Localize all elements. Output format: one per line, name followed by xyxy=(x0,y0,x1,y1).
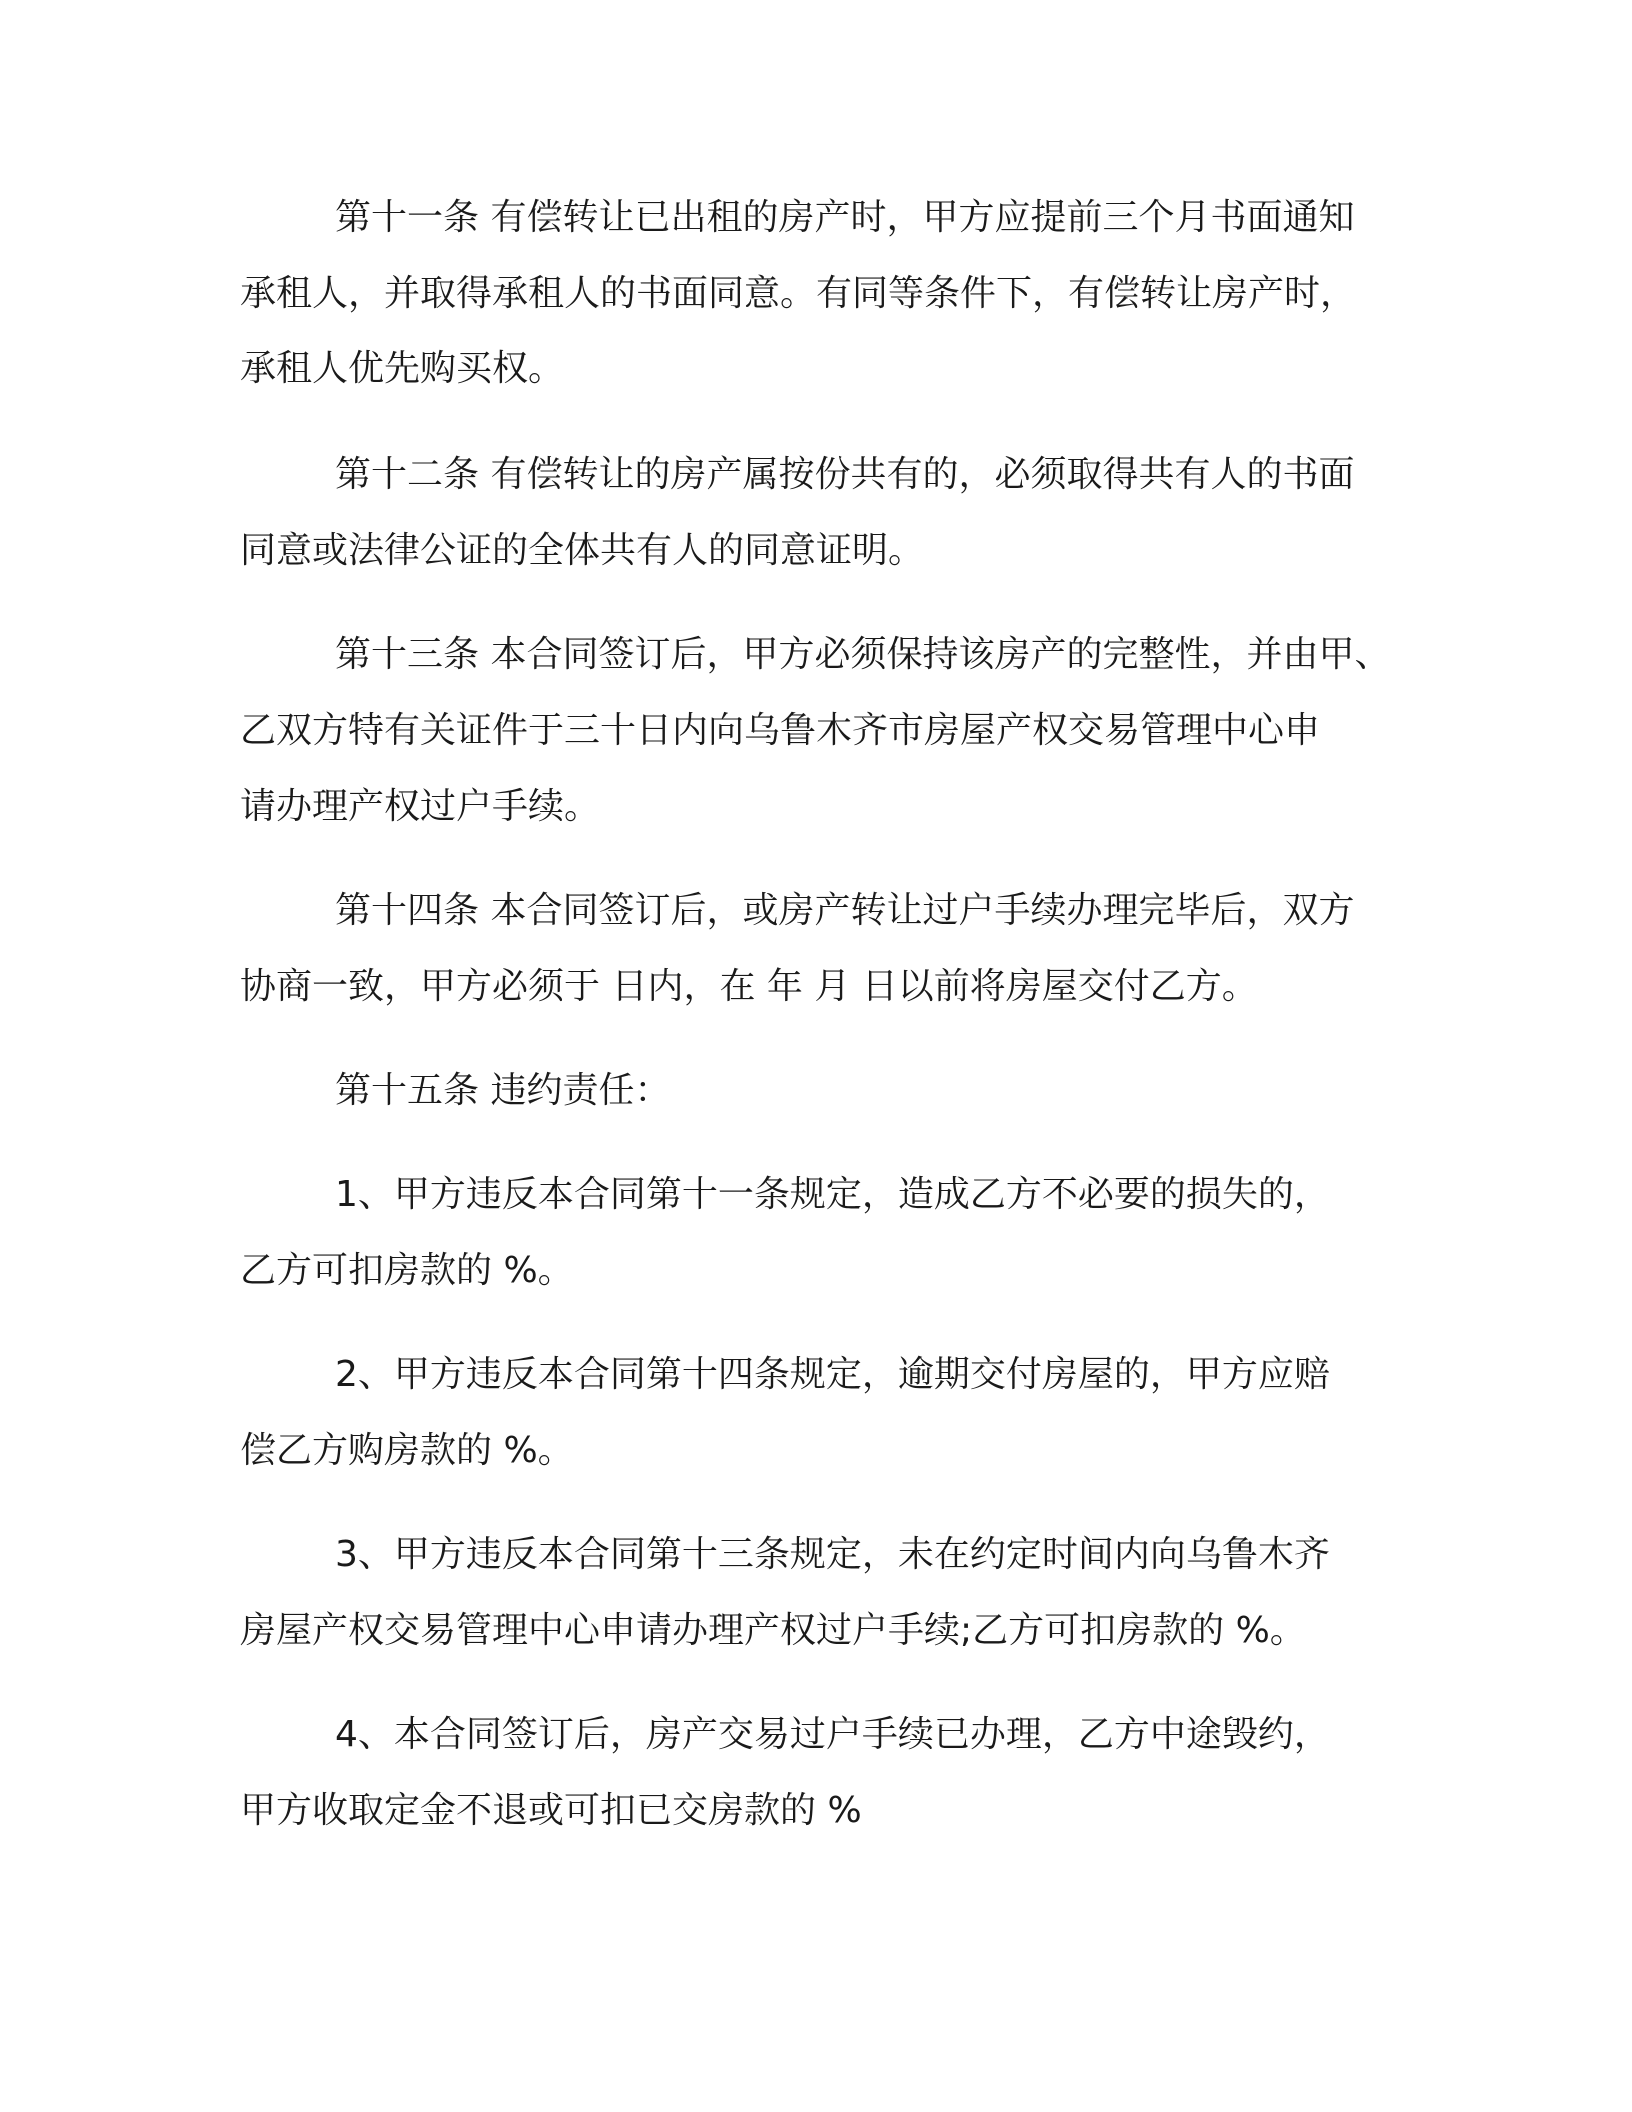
item-3-line-1: 3、甲方违反本合同第十三条规定，未在约定时间内向乌鲁木齐 xyxy=(335,1534,1330,1575)
article-13-line-3: 请办理产权过户手续。 xyxy=(240,786,601,827)
article-13-line-1: 第十三条 本合同签订后，甲方必须保持该房产的完整性，并由甲、 xyxy=(335,634,1391,675)
article-12-line-1: 第十二条 有偿转让的房产属按份共有的，必须取得共有人的书面 xyxy=(335,454,1355,495)
item-4-line-1: 4、本合同签订后，房产交易过户手续已办理，乙方中途毁约， xyxy=(335,1714,1330,1755)
item-2-line-2: 偿乙方购房款的 %。 xyxy=(240,1430,574,1471)
article-14-line-2: 协商一致，甲方必须于 日内，在 年 月 日以前将房屋交付乙方。 xyxy=(240,966,1258,1007)
article-11-line-2: 承租人，并取得承租人的书面同意。有同等条件下，有偿转让房产时， xyxy=(240,273,1357,314)
item-3-line-2: 房屋产权交易管理中心申请办理产权过户手续;乙方可扣房款的 %。 xyxy=(240,1610,1306,1651)
item-2-line-1: 2、甲方违反本合同第十四条规定，逾期交付房屋的，甲方应赔 xyxy=(335,1354,1330,1395)
article-11-line-1: 第十一条 有偿转让已出租的房产时，甲方应提前三个月书面通知 xyxy=(335,197,1355,238)
article-12-line-2: 同意或法律公证的全体共有人的同意证明。 xyxy=(240,530,925,571)
article-15-heading: 第十五条 违约责任： xyxy=(335,1070,671,1111)
item-1-line-1: 1、甲方违反本合同第十一条规定，造成乙方不必要的损失的， xyxy=(335,1174,1330,1215)
item-4-line-2: 甲方收取定金不退或可扣已交房款的 % xyxy=(240,1790,862,1831)
article-13-line-2: 乙双方特有关证件于三十日内向乌鲁木齐市房屋产权交易管理中心申 xyxy=(240,710,1321,751)
item-1-line-2: 乙方可扣房款的 %。 xyxy=(240,1250,574,1291)
article-11-line-3: 承租人优先购买权。 xyxy=(240,348,565,389)
article-14-line-1: 第十四条 本合同签订后，或房产转让过户手续办理完毕后，双方 xyxy=(335,890,1355,931)
